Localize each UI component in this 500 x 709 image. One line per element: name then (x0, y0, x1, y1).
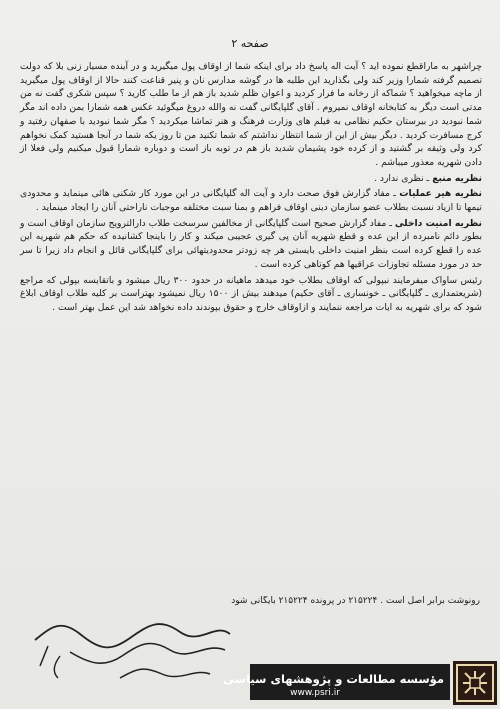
internal-security-sep: ـ (386, 217, 392, 229)
internal-security-text: مفاد گزارش صحیح است گلپایگانی از مخالفین سرسخت طلاب دارالترویج سازمان اوقاف است و بطور دائم نامبرده از این عده و قطع شهریه آنان پی گیری عجیبی میکند و کار را باینجا کشانیده که حکم هم شهریه این عده را قطع کرده است بنظر امنیت داخلی بایستی هر چه زودتر محدودیتهائی برای گلپایگانی قائل و انجام داد زیرا تا سر حد در مورد مسئله تجاوزات عراقیها هم کوتاهی کرده است . (20, 217, 482, 270)
institute-url[interactable]: www.psri.ir (290, 688, 340, 698)
document-body (20, 60, 482, 317)
institute-logo-icon (453, 661, 497, 705)
internal-security-heading: نظریه امنیت داخلی (394, 217, 482, 229)
operations-opinion (20, 187, 482, 214)
footer-watermark (0, 664, 500, 708)
source-opinion-heading: نظریه منبع (432, 172, 482, 184)
source-opinion-sep: ـ (423, 172, 430, 184)
opening-paragraph: چراشهر به ماراقطع نموده اید ؟ آیت اله پاسخ داد برای اینکه شما از اوقاف پول میگیرید و در آینده مسیار زنی بلا که دولت تصمیم گرفته شمارا وزیر کند ولی بگذارید این طلبه ها در گوشه مدارس نان و پنیر قناعت کنند حالا از اوقاف پول میگیرید از ماچه میخواهید ؟ شماکه از رخانه ما فرار کردید و اعوان ظلم شدید باز هم از ما طلب کارید ؟ سپس شکری گفت نه من مدتی است دیگر به کتابخانه اوقاف نمیروم . آقای گلپایگانی گفت نه والله دروغ میگوئید عکس همه شمارا بمن داده اند مگر شما نبودید در بیرستان حکیم نظامی به فیلم های وزارت فرهنگ و هنر تماشا میکردید ؟ مگر شما نبودید با صفهان رفتید و کرج مسافرت کردید . دیگر بیش از این از شما انتظار نداشتم که شما تکنید من تا روز یکه شما در آنجا هستید کمک نخواهم کرد ولی وثیقه بر گشتید و از کرده خود پشیمان شدید باز هم در توبه باز است و دوباره شمارا قبول میکنیم ولی فعلا از دادن شهریه معذور میباشم . (20, 61, 482, 168)
source-opinion (20, 172, 482, 186)
operations-opinion-sep: ـ (389, 188, 396, 200)
source-opinion-text: نظری ندارد . (374, 172, 424, 184)
operations-opinion-heading: نظریه هیر عملیات (399, 188, 482, 200)
certified-copy-note: رونوشت برابر اصل است . ۲۱۵۲۲۴ در پرونده ۲۱۵۲۲۴ بایگانی شود (231, 596, 480, 606)
savak-chief-paragraph: رئیس ساواک میفرمایند نبپولی که اوقاف بطلاب خود میدهد ماهیانه در حدود ۳۰۰ ریال میشود و باتقایسه بپولی که مراجع (شریعتمداری ـ گلپایگانی ـ خونساری ـ آقای حکیم) میدهند بیش از ۱۵۰۰ ریال نمیشود بهتراست بر کلیه طلاب اوقاف ابلاغ شود که برای شهریه به ایات مراجعه ننمایند و ازاوقاف خارج و حقوق بپوندند داده نخواهد شد این عمل بهتر است . (20, 274, 483, 313)
operations-opinion-text: مفاد گزارش فوق صحت دارد و آیت اله گلپایگانی در این مورد کار شکنی هائی مینماید و محدودی تیمها تا ازیاد نسبت بطلاب عضو سازمان دینی اوقاف فراهم و بمنا سبت مختلفه موجبات ناراحتی آنان را ایجاد مینماید . (20, 188, 482, 214)
internal-security-opinion (20, 217, 482, 272)
page-number: صفحه ۲ (231, 37, 269, 50)
institute-name: مؤسسه مطالعات و پژوهشهای سیاسی (223, 672, 444, 686)
